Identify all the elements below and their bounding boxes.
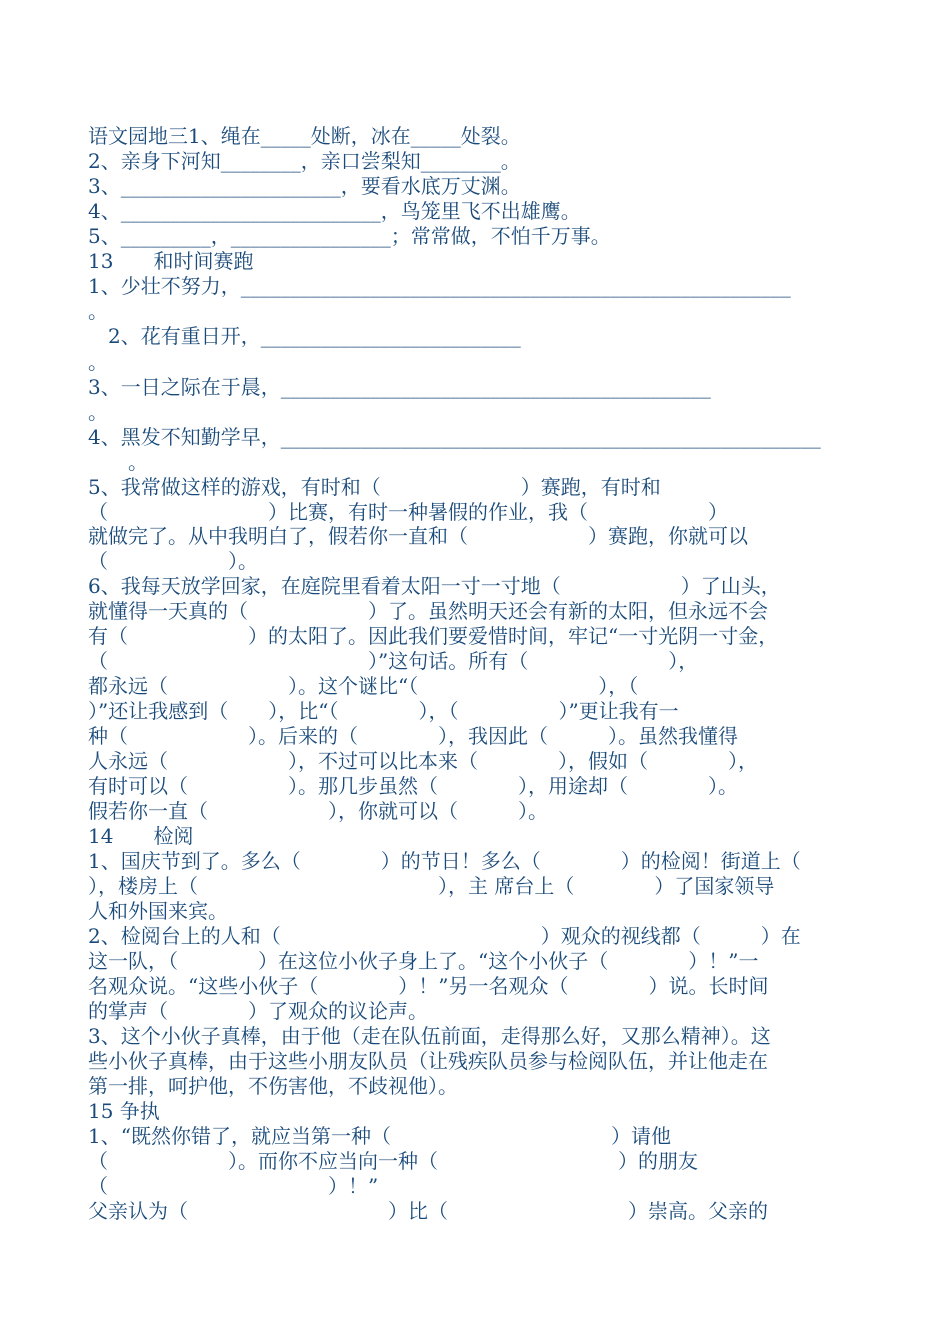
text-line: ）”还让我感到（ ），比“（ ），（ ）”更让我有一	[88, 699, 679, 723]
text-line: 人永远（ ），不过可以比本来（ ），假如（ ），	[88, 749, 758, 773]
text-line: 的掌声（ ）了观众的议论声。	[88, 999, 428, 1023]
text-line: 5、我常做这样的游戏，有时和（ ）赛跑，有时和	[88, 475, 661, 499]
text-line: 父亲认为（ ）比（ ）崇高。父亲的	[88, 1199, 768, 1223]
text-line: 13 和时间赛跑	[88, 249, 254, 273]
text-line: 1、国庆节到了。多么（ ）的节日！多么（ ）的检阅！街道上（	[88, 849, 801, 873]
text-line: 有时可以（ ）。那几步虽然（ ），用途却（ ）。	[88, 774, 738, 798]
text-line: 1、少壮不努力，_______________________________________________________	[88, 274, 791, 298]
text-line: 第一排，呵护他，不伤害他，不歧视他）。	[88, 1074, 458, 1098]
text-line: 14 检阅	[88, 824, 194, 848]
text-line: 4、__________________________，鸟笼里飞不出雄鹰。	[88, 199, 581, 223]
text-line: （ ）！”	[88, 1174, 379, 1198]
text-line: 15 争执	[88, 1099, 160, 1123]
text-line: （ ）。而你不应当向一种（ ）的朋友	[88, 1149, 698, 1173]
text-line: （ ）。	[88, 549, 258, 573]
text-line: （ ）”这句话。所有（ ），	[88, 649, 699, 673]
text-line: 3、______________________，要看水底万丈渊。	[88, 174, 521, 198]
text-line: 。	[88, 450, 148, 474]
text-line: 1、“既然你错了，就应当第一种（ ）请他	[88, 1124, 671, 1148]
text-line: 就做完了。从中我明白了，假若你一直和（ ）赛跑，你就可以	[88, 524, 748, 548]
text-line: 6、我每天放学回家，在庭院里看着太阳一寸一寸地（ ）了山头，	[88, 574, 781, 598]
text-line: 有（ ）的太阳了。因此我们要爱惜时间，牢记“一寸光阴一寸金，	[88, 624, 779, 648]
text-line: 2、检阅台上的人和（ ）观众的视线都（ ）在	[88, 924, 801, 948]
text-line: 种（ ）。后来的（ ），我因此（ ）。虽然我懂得	[88, 724, 738, 748]
text-line: ），楼房上（ ），主 席台上（ ）了国家领导	[88, 874, 775, 898]
text-line: 假若你一直（ ），你就可以（ ）。	[88, 799, 548, 823]
text-line: 都永远（ ）。这个谜比“（ ），（	[88, 674, 639, 698]
text-line: 3、这个小伙子真棒，由于他（走在队伍前面，走得那么好，又那么精神）。这	[88, 1024, 771, 1048]
text-line: 2、花有重日开，__________________________	[88, 324, 521, 348]
text-line: 4、黑发不知勤学早，______________________________________________________	[88, 425, 821, 449]
text-line: 人和外国来宾。	[88, 899, 228, 923]
text-line: 名观众说。“这些小伙子（ ）！”另一名观众（ ）说。长时间	[88, 974, 769, 998]
text-line: 语文园地三1、绳在_____处断，冰在_____处裂。	[88, 124, 521, 148]
text-line: 这一队，（ ）在这位小伙子身上了。“这个小伙子（ ）！”一	[88, 949, 759, 973]
text-line: 2、亲身下河知________，亲口尝梨知________。	[88, 149, 521, 173]
text-line: 3、一日之际在于晨，___________________________________________	[88, 375, 711, 399]
text-line: 些小伙子真棒，由于这些小朋友队员（让残疾队员参与检阅队伍，并让他走在	[88, 1049, 768, 1073]
text-line: 。	[88, 400, 108, 424]
text-line: 5、_________，________________；常常做，不怕千万事。	[88, 224, 611, 248]
text-line: 。	[88, 350, 108, 374]
text-line: （ ）比赛，有时一种暑假的作业，我（ ）	[88, 500, 728, 524]
text-line: 。	[88, 299, 108, 323]
text-line: 就懂得一天真的（ ）了。虽然明天还会有新的太阳，但永远不会	[88, 599, 768, 623]
